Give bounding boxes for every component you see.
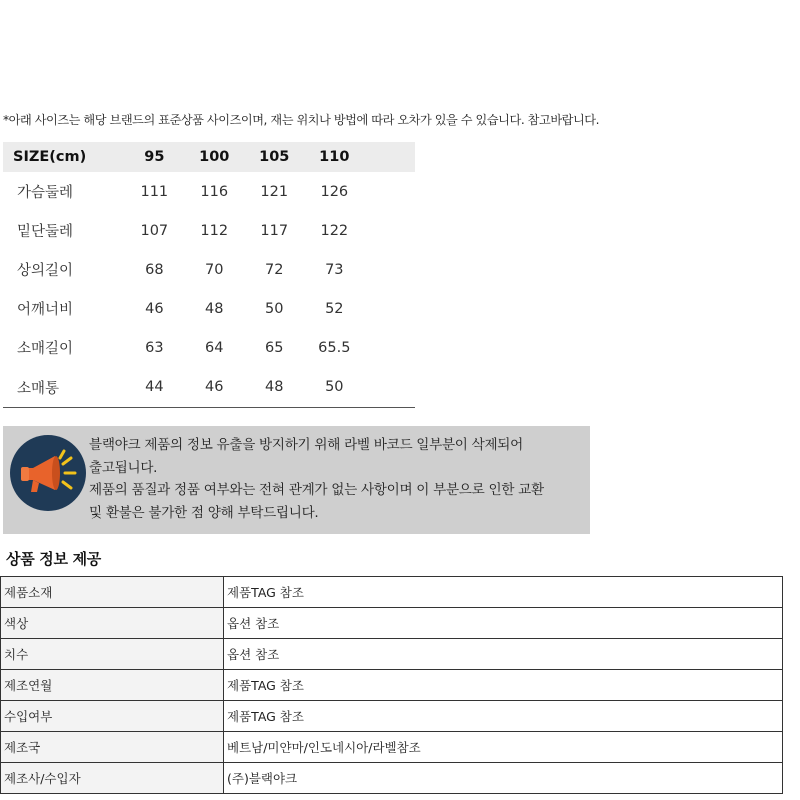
info-label: 색상	[1, 608, 224, 639]
notice-line: 제품의 품질과 정품 여부와는 전혀 관계가 없는 사항이며 이 부분으로 인한 교환	[89, 482, 544, 498]
row-spacer	[364, 211, 415, 250]
row-spacer	[364, 250, 415, 289]
measurement-label: 소매길이	[17, 341, 74, 357]
info-label: 제조사/수입자	[1, 763, 224, 794]
info-value: 옵션 참조	[224, 639, 783, 670]
notice-line: 출고됩니다.	[89, 459, 158, 476]
measurement-value: 117	[260, 222, 289, 239]
measurement-value: 116	[200, 183, 229, 200]
measurement-value: 122	[320, 222, 349, 239]
measurement-value: 65.5	[318, 339, 351, 356]
info-label: 제조국	[1, 732, 224, 763]
measurement-value: 52	[325, 300, 344, 317]
measurement-value: 48	[205, 300, 224, 317]
table-row	[1, 608, 783, 639]
row-spacer	[364, 172, 415, 211]
size-header-spacer	[364, 142, 415, 172]
table-row	[3, 328, 415, 367]
table-row	[3, 367, 415, 408]
megaphone-icon	[9, 434, 87, 512]
measurement-value: 111	[140, 183, 169, 200]
product-info-title: 상품 정보 제공	[6, 550, 101, 568]
measurement-value: 46	[145, 300, 164, 317]
measurement-value: 50	[304, 367, 364, 408]
size-header-cell: 105	[244, 142, 304, 172]
measurement-label: 상의길이	[17, 263, 74, 279]
info-value: 제품TAG 참조	[224, 701, 783, 732]
table-row	[1, 701, 783, 732]
size-table	[3, 142, 415, 408]
measurement-value: 107	[140, 222, 169, 239]
table-row	[3, 211, 415, 250]
table-row	[3, 289, 415, 328]
notice-line: 블랙야크 제품의 정보 유출을 방지하기 위해 라벨 바코드 일부분이 삭제되어	[89, 437, 523, 453]
measurement-value: 63	[145, 339, 164, 356]
table-row	[1, 732, 783, 763]
row-spacer	[364, 289, 415, 328]
measurement-value: 65	[265, 339, 284, 356]
measurement-value: 72	[265, 261, 284, 278]
notice-banner	[3, 426, 590, 534]
measurement-label: 소매통	[3, 367, 124, 408]
size-header-cell: 110	[304, 142, 364, 172]
measurement-value: 68	[145, 261, 164, 278]
info-label: 제품소재	[1, 577, 224, 608]
notice-line: 및 환불은 불가한 점 양해 부탁드립니다.	[89, 504, 319, 521]
table-row	[1, 577, 783, 608]
table-row	[3, 250, 415, 289]
info-value: 옵션 참조	[224, 608, 783, 639]
table-row	[1, 763, 783, 794]
measurement-value: 46	[184, 367, 244, 408]
measurement-value: 64	[205, 339, 224, 356]
table-row	[3, 172, 415, 211]
row-spacer	[364, 328, 415, 367]
measurement-label: 밑단둘레	[17, 224, 74, 240]
measurement-label: 가슴둘레	[17, 185, 74, 201]
table-row	[1, 639, 783, 670]
size-header-cell: 95	[124, 142, 184, 172]
size-header-cell: 100	[184, 142, 244, 172]
measurement-value: 70	[205, 261, 224, 278]
size-table-header	[3, 142, 415, 172]
info-label: 치수	[1, 639, 224, 670]
info-value: (주)블랙야크	[224, 763, 783, 794]
info-label: 수입여부	[1, 701, 224, 732]
table-row	[1, 670, 783, 701]
row-spacer	[364, 367, 415, 408]
size-header-cell: SIZE(cm)	[3, 142, 124, 172]
info-value: 베트남/미얀마/인도네시아/라벨참조	[224, 732, 783, 763]
measurement-value: 48	[244, 367, 304, 408]
measurement-value: 73	[325, 261, 344, 278]
product-info-table	[0, 576, 783, 794]
measurement-value: 50	[265, 300, 284, 317]
measurement-value: 112	[200, 222, 229, 239]
size-note: *아래 사이즈는 해당 브랜드의 표준상품 사이즈이며, 재는 위치나 방법에 따라 오차가 있을 수 있습니다. 참고바랍니다.	[3, 113, 600, 127]
measurement-value: 121	[260, 183, 289, 200]
measurement-label: 어깨너비	[17, 302, 74, 318]
info-value: 제품TAG 참조	[224, 577, 783, 608]
measurement-value: 44	[124, 367, 184, 408]
info-label: 제조연월	[1, 670, 224, 701]
notice-text	[89, 434, 589, 524]
info-value: 제품TAG 참조	[224, 670, 783, 701]
measurement-value: 126	[320, 183, 349, 200]
